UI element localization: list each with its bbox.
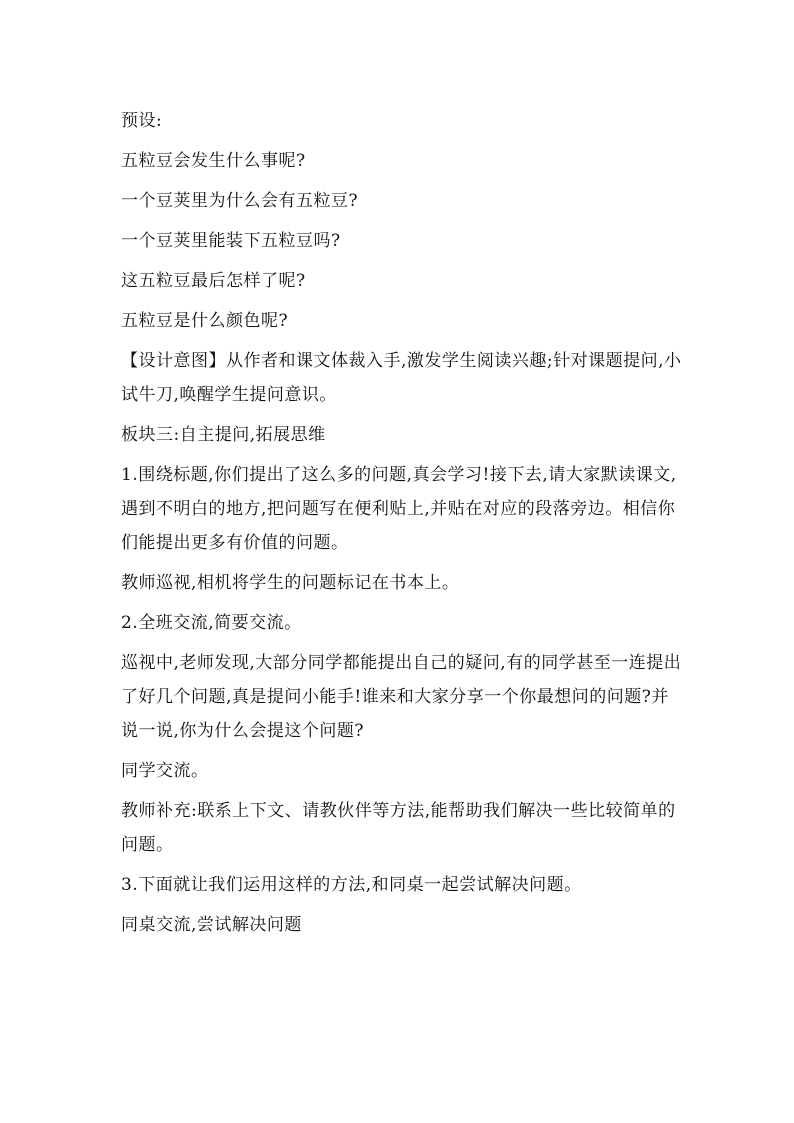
paragraph-teacher-patrol: 教师巡视,相机将学生的问题标记在书本上。 (121, 573, 460, 593)
paragraph-deskmate-exchange: 同桌交流,尝试解决问题 (121, 915, 302, 935)
paragraph-step-2: 2.全班交流,简要交流。 (121, 613, 302, 633)
paragraph-section-three-heading: 板块三:自主提问,拓展思维 (121, 425, 326, 445)
paragraph-preset: 预设: (121, 111, 163, 131)
paragraph-patrol-observation: 巡视中,老师发现,大部分同学都能提出自己的疑问,有的同学甚至一连提出了好几个问题,真是提问小能手!谁来和大家分享一个你最想问的问题?并说一说,你为什么会提这个问题? (121, 653, 682, 741)
paragraph-teacher-supplement: 教师补充:联系上下文、请教伙伴等方法,能帮助我们解决一些比较简单的问题。 (121, 801, 676, 855)
paragraph-question-2: 一个豆荚里为什么会有五粒豆? (121, 191, 359, 211)
paragraph-student-exchange: 同学交流。 (121, 761, 209, 781)
paragraph-question-3: 一个豆荚里能装下五粒豆吗? (121, 231, 341, 251)
paragraph-question-5: 五粒豆是什么颜色呢? (121, 311, 289, 331)
paragraph-question-1: 五粒豆会发生什么事呢? (121, 151, 306, 171)
paragraph-step-1: 1.围绕标题,你们提出了这么多的问题,真会学习!接下去,请大家默读课文,遇到不明白的地方,把问题写在便利贴上,并贴在对应的段落旁边。相信你们能提出更多有价值的问题。 (121, 465, 677, 553)
paragraph-question-4: 这五粒豆最后怎样了呢? (121, 271, 306, 291)
paragraph-design-intent: 【设计意图】从作者和课文体裁入手,激发学生阅读兴趣;针对课题提问,小试牛刀,唤醒学生提问意识。 (121, 351, 682, 405)
paragraph-step-3: 3.下面就让我们运用这样的方法,和同桌一起尝试解决问题。 (121, 875, 582, 895)
